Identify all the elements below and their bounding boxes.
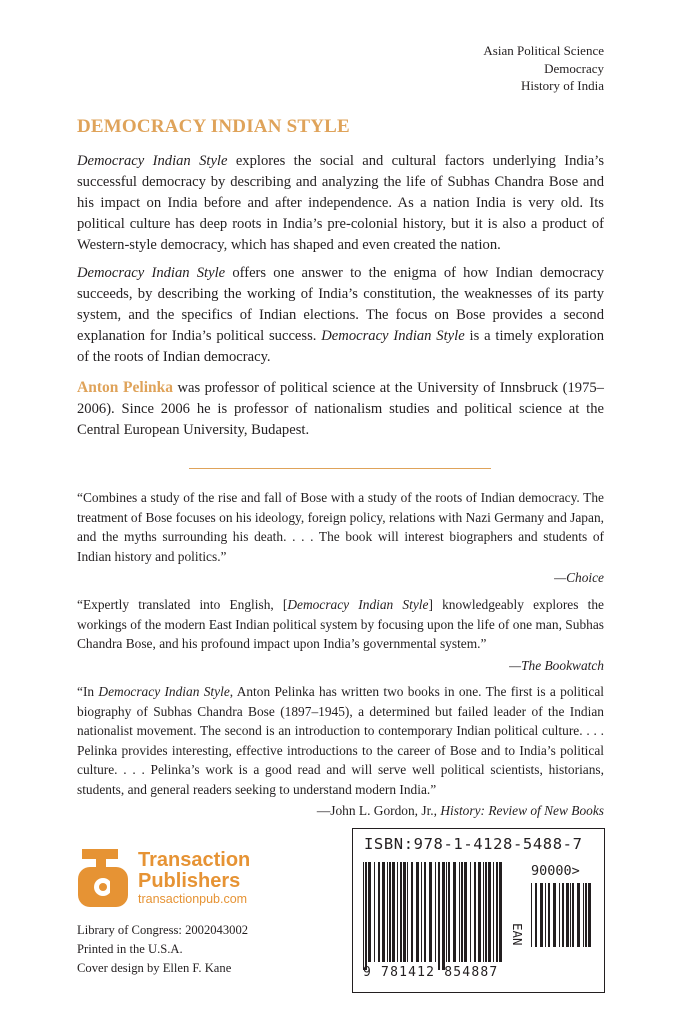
- barcode-digits: [363, 965, 498, 980]
- book-title-italic: Democracy Indian Style: [77, 153, 228, 169]
- publisher-name-line: Publishers: [138, 870, 241, 892]
- barcode-bar: [485, 862, 487, 962]
- quote-source-text: —Choice: [554, 570, 604, 585]
- barcode-bar: [378, 862, 380, 962]
- category-item: History of India: [520, 78, 604, 93]
- barcode-bar: [429, 862, 432, 962]
- colophon-line: Cover design by Ellen F. Kane: [77, 961, 232, 975]
- barcode-bar: [416, 862, 419, 962]
- barcode-bar: [382, 862, 385, 962]
- barcode-bar: [577, 883, 580, 947]
- quote-source-text: —John L. Gordon, Jr.,: [316, 803, 441, 818]
- paragraph-text: explores the social and cultural factors underlying India’s successful democracy by describing and analyzing the life of Subhas Chandra Bose and his impact on India before and after independence. As a nation India is very old. Its political culture has deep roots in India’s pre-colonial history, but it is also a product of Western-style democracy, which has shaped and even created the nation.: [77, 153, 604, 253]
- barcode-bar: [572, 883, 574, 947]
- ean-barcode-bars: [363, 862, 503, 970]
- barcode-bar: [545, 883, 546, 947]
- quote-text-part: ] knowledgeably explores the workings of the modern East Indian political system by focusing upon the life of one man, Subhas Chandra Bose, and his profound impact upon India’s governmental system.”: [77, 597, 604, 651]
- barcode-digits-text: 9 781412 854887: [363, 965, 499, 980]
- barcode-bar: [392, 862, 395, 962]
- barcode-bar: [464, 862, 467, 962]
- barcode-bar: [583, 883, 584, 947]
- quote-source-text: —The Bookwatch: [509, 657, 604, 673]
- barcode-bar: [470, 862, 471, 962]
- barcode-bar: [496, 862, 498, 962]
- barcode-bar: [535, 883, 537, 947]
- paragraph-text: offers one answer to the enigma of how Indian democracy succeeds, by describing the working of India’s constitution, the weaknesses of its party system, and the specifics of Indian elections. The focus on Bose provides a second explanation for India’s political success.: [77, 265, 604, 344]
- review-quote-3: [77, 682, 604, 821]
- barcode-bar: [438, 862, 440, 970]
- barcode-bar: [499, 862, 502, 962]
- publisher-name: [138, 850, 250, 892]
- barcode-bar: [411, 862, 413, 962]
- barcode-bar: [553, 883, 556, 947]
- isbn-number: ISBN:978-1-4128-5488-7: [364, 835, 583, 853]
- barcode-bar: [459, 862, 460, 962]
- barcode-bar: [407, 862, 408, 962]
- barcode-bar: [531, 883, 532, 947]
- subject-categories: [483, 42, 604, 95]
- barcode-bar: [562, 883, 564, 947]
- barcode-bar: [488, 862, 491, 962]
- quote-text: “Combines a study of the rise and fall of Bose with a study of the roots of Indian democracy. The treatment of Bose focuses on his ideology, foreign policy, relations with Nazi Germany and Japan, and the myths surrounding his death. . . . The book will interest biographers and students of Indian history and politics.”: [77, 490, 604, 564]
- barcode-bar: [570, 883, 571, 947]
- quote-text-part: “Expertly translated into English, [: [77, 597, 288, 612]
- publisher-name-line: Transaction: [138, 849, 251, 871]
- barcode-bar: [424, 862, 426, 962]
- quote-text: [77, 595, 604, 654]
- barcode-bar: [478, 862, 481, 962]
- barcode-bar: [540, 883, 543, 947]
- quote-source: [77, 656, 604, 676]
- publisher-url: transactionpub.com: [138, 892, 248, 906]
- barcode-bar: [483, 862, 484, 962]
- quote-source: [77, 568, 604, 588]
- quote-text-part: “In: [77, 684, 99, 699]
- barcode-bar: [461, 862, 463, 962]
- barcode-bar: [397, 862, 398, 962]
- barcode-bar: [559, 883, 560, 947]
- quote-text-part: , Anton Pelinka has written two books in one. The first is a political biography of Subhas Chandra Bose (1897–1945), a determined but failed leader of the Indian nationalist movement. The second is an introduction to contemporary Indian political culture. . . . Pelinka provides interesting, effective introductions to the career of Bose and to India’s political culture. . . . Pelinka’s work is a good read and will serve well political scientists, historians, students, and general readers seeking to understand modern India.”: [77, 684, 604, 797]
- publisher-logo: [76, 845, 276, 911]
- quote-source: [77, 801, 604, 821]
- transaction-logo-icon: [76, 845, 132, 911]
- barcode-bar: [474, 862, 476, 962]
- ean-label: EAN: [510, 923, 525, 946]
- barcode-bar: [548, 883, 550, 947]
- barcode-bar: [374, 862, 375, 962]
- author-bio-text: was professor of political science at the University of Innsbruck (1975–2006). Since 2006 he is professor of nationalism studies and political science at the Central European University, Budapest.: [77, 380, 604, 438]
- barcode-bar: [368, 862, 371, 962]
- book-title-italic: Democracy Indian Style: [98, 684, 230, 699]
- barcode-bar: [566, 883, 569, 947]
- review-quote-2: [77, 595, 604, 675]
- book-title: DEMOCRACY INDIAN STYLE: [77, 116, 350, 137]
- barcode-bar: [363, 862, 364, 970]
- barcode-bar: [435, 862, 436, 962]
- barcode-bar: [400, 862, 402, 962]
- barcode-bar: [365, 862, 367, 970]
- category-item: Democracy: [544, 60, 604, 76]
- description-paragraph-2: [77, 263, 604, 368]
- colophon-line: Library of Congress: 2002043002: [77, 923, 249, 937]
- barcode-bar: [585, 883, 587, 947]
- quote-source-publication: History: Review of New Books: [440, 803, 604, 818]
- barcode-bar: [389, 862, 391, 962]
- category-item: Asian Political Science: [483, 43, 604, 58]
- author-bio: [77, 377, 604, 441]
- barcode-bar: [588, 883, 591, 947]
- review-quote-1: [77, 488, 604, 588]
- barcode-bar: [421, 862, 422, 962]
- book-title-italic: Democracy Indian Style: [287, 597, 429, 612]
- divider-rule: [189, 468, 491, 469]
- author-name: Anton Pelinka: [77, 379, 173, 396]
- colophon: [77, 921, 248, 978]
- barcode-bar: [453, 862, 456, 962]
- addon-barcode-bars: [531, 883, 591, 955]
- barcode-bar: [387, 862, 388, 962]
- isbn-barcode: [352, 828, 605, 993]
- barcode-bar: [448, 862, 450, 962]
- price-addon-code: 90000>: [531, 863, 580, 879]
- barcode-bar: [493, 862, 494, 962]
- colophon-line: Printed in the U.S.A.: [77, 942, 183, 956]
- paragraph-text: is a timely exploration of the roots of Indian democracy.: [77, 328, 604, 365]
- barcode-bar: [403, 862, 406, 962]
- book-title-italic: Democracy Indian Style: [321, 328, 465, 344]
- barcode-bar: [446, 862, 447, 962]
- book-title-italic: Democracy Indian Style: [77, 265, 226, 281]
- quote-text: [77, 682, 604, 799]
- description-paragraph-1: [77, 151, 604, 256]
- barcode-bar: [442, 862, 445, 970]
